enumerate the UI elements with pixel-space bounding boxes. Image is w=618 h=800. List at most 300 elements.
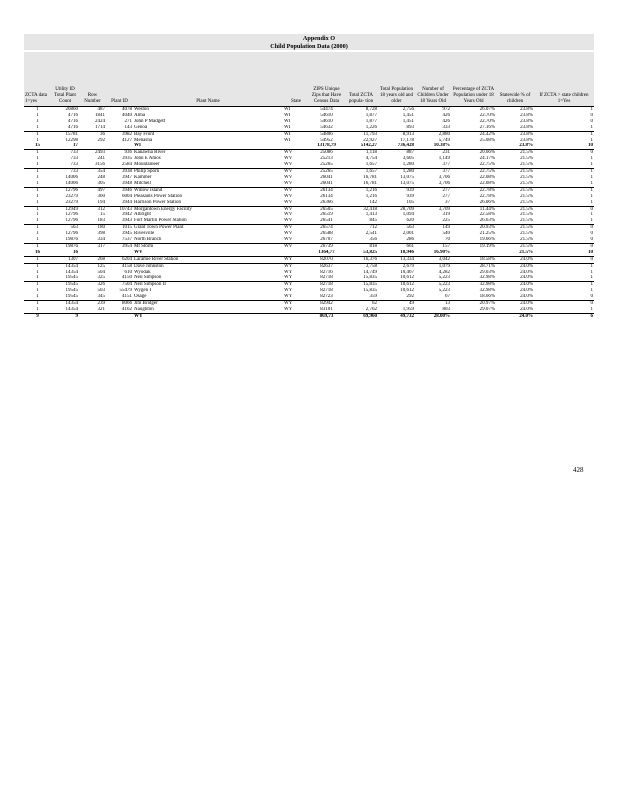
cell-utility-id: 563 [51, 225, 79, 231]
cell-flag: 0 [590, 118, 593, 124]
cell-percent: 28.71% [451, 263, 496, 269]
cell-state: WY [283, 256, 309, 263]
cell-zcta: 1 [36, 307, 39, 312]
cell-utility-id: 19545 [65, 294, 78, 300]
cell-zcta: 1 [36, 275, 39, 281]
cell-total-pop: 1,657 [365, 162, 377, 168]
cell-row-number: 3156 [95, 162, 105, 168]
cell-row-number: 325 [97, 275, 105, 281]
cell-children: 4,282 [438, 269, 450, 275]
cell-total-pop: 11,793 [344, 131, 378, 137]
cell-row-number: 248 [97, 174, 105, 180]
cell-statewide: 24.0% [520, 294, 533, 300]
cell-utility-id: 14354 [65, 269, 78, 275]
cell-total-pop: 845 [369, 218, 377, 224]
col-state: State [291, 99, 301, 105]
cell-zips: 26739 [309, 243, 344, 249]
cell-zips: 25086 [309, 150, 344, 156]
cell-zcta: 1 [36, 218, 39, 224]
cell-utility-id: 19876 [65, 237, 78, 243]
cell-flag: 0 [534, 243, 594, 249]
cell-plant-id: 3948 [122, 180, 132, 186]
cell-plant-id: 3935 [122, 156, 132, 162]
cell-row-number: 194 [97, 199, 105, 205]
cell-adult-pop: 10,612 [378, 282, 415, 288]
cell-total-pop: 1,877 [365, 118, 377, 124]
cell-zips: 54610 [320, 112, 333, 118]
cell-zips: 25213 [320, 156, 333, 162]
cell-zips: 25265 [309, 169, 344, 175]
cell-statewide: 24.0% [520, 307, 533, 312]
cell-plant-name: Alma [134, 112, 146, 118]
cell-plant-name: Menasha [134, 137, 153, 143]
table-row [24, 256, 594, 263]
cell-children: 333 [442, 124, 450, 130]
cell-zips: 26574 [309, 225, 344, 231]
cell-statewide: 23.8% [520, 137, 533, 143]
cell-adult-pop: 28,709 [378, 206, 415, 212]
cell-children: 377 [442, 162, 450, 168]
cell-zcta: 1 [36, 212, 39, 218]
cell-zips: 82718 [309, 282, 344, 288]
cell-zcta: 15 [35, 143, 40, 149]
cell-state: WI [284, 124, 291, 130]
cell-statewide: 24.0% [520, 288, 533, 294]
cell-statewide: 23.8% [496, 107, 534, 113]
cell-utility-id: 14006 [65, 174, 78, 180]
cell-total-pop: 22,927 [363, 137, 377, 143]
cell-zcta: 1 [36, 156, 39, 162]
cell-statewide: 21.5% [496, 206, 534, 212]
cell-flag: 1 [590, 124, 593, 130]
cell-zips: 13178,79 [317, 143, 336, 149]
cell-zips: 26541 [320, 218, 333, 224]
cell-state: WV [284, 212, 293, 218]
cell-statewide: 21.5% [520, 162, 533, 168]
cell-total-pop: 5142,27 [360, 143, 377, 149]
cell-plant-name: Genoa [134, 124, 148, 130]
cell-plant-id: 3938 [106, 169, 133, 175]
cell-percent: 22.70% [479, 118, 495, 124]
cell-statewide: 21.5% [496, 225, 534, 231]
cell-statewide: 21.5% [520, 231, 533, 237]
cell-plant-id: 6204 [106, 256, 133, 263]
cell-children: 2,880 [415, 131, 451, 137]
cell-plant-id [106, 313, 133, 319]
cell-zips: 82723 [320, 294, 333, 300]
cell-state: WY [283, 263, 309, 269]
cell-plant-id: 7504 [106, 282, 133, 288]
cell-row-number: 2493 [79, 150, 106, 156]
cell-total-pop: 62 [344, 301, 378, 307]
cell-children: 972 [415, 107, 451, 113]
cell-plant-name: North Branch [134, 237, 162, 243]
cell-statewide: 21.5% [496, 150, 534, 156]
cell-adult-pop: 8,913 [378, 131, 415, 137]
cell-plant-id: 4127 [122, 137, 132, 143]
cell-percent: 20.97% [451, 301, 496, 307]
cell-utility-id: 14354 [51, 263, 79, 269]
cell-plant-id: 55479 [119, 288, 132, 294]
cell-flag: 0 [534, 256, 594, 263]
cell-row-number: 317 [79, 243, 106, 249]
cell-total-pop: 1,118 [344, 150, 378, 156]
cell-zcta: 1 [36, 174, 39, 180]
cell-adult-pop: 620 [406, 218, 414, 224]
cell-zips: 25265 [320, 162, 333, 168]
cell-children: 10.38% [433, 143, 450, 149]
cell-children: 149 [415, 225, 451, 231]
cell-adult-pop: 887 [378, 150, 415, 156]
cell-zcta: 1 [36, 294, 39, 300]
cell-total-pop: 69,960 [344, 313, 378, 319]
cell-percent: 26.06% [479, 199, 495, 205]
cell-adult-pop: 661 [378, 243, 415, 249]
cell-zcta: 1 [24, 301, 51, 307]
cell-state: WY [284, 288, 293, 294]
cell-zcta: 1 [24, 243, 51, 249]
cell-flag: 0 [534, 225, 594, 231]
cell-state: WV [284, 218, 293, 224]
cell-state: WV [283, 187, 309, 193]
cell-flag: 1 [590, 212, 593, 218]
cell-plant-id: 3945 [122, 231, 132, 237]
cell-state: WI [283, 131, 309, 137]
cell-zcta: 1 [36, 118, 39, 124]
cell-statewide: 21.5% [520, 218, 533, 224]
cell-children: 5,223 [438, 275, 450, 281]
col-row-number: Row Number [84, 93, 101, 105]
cell-flag: 1 [590, 193, 593, 199]
cell-row-number: 321 [97, 307, 105, 312]
cell-flag: 0 [534, 301, 594, 307]
cell-total-pop: 712 [344, 225, 378, 231]
cell-statewide: 24.0% [520, 275, 533, 281]
cell-zcta: 1 [24, 150, 51, 156]
col-plant-name: Plant Name [196, 99, 220, 105]
cell-adult-pop: 893 [406, 124, 414, 130]
cell-utility-id: 733 [51, 150, 79, 156]
cell-children: 540 [442, 231, 450, 237]
cell-utility-id: 12298 [65, 137, 78, 143]
table-subtitle: Child Population Data (2000) [270, 43, 348, 50]
cell-plant-id: 271 [124, 118, 132, 124]
cell-adult-pop: 49,732 [378, 313, 415, 319]
cell-total-pop: 15,835 [344, 282, 378, 288]
cell-utility-id: 733 [51, 169, 79, 175]
cell-children: 377 [415, 169, 451, 175]
cell-row-number: 241 [97, 156, 105, 162]
cell-state: WV [284, 156, 293, 162]
cell-utility-id: 733 [70, 162, 78, 168]
cell-plant-id: 3946 [106, 187, 133, 193]
cell-zips: 26041 [320, 174, 333, 180]
cell-children: 426 [442, 112, 450, 118]
cell-zcta: 1 [24, 206, 51, 212]
cell-row-number: 36 [79, 131, 106, 137]
col-flag: If ZCTA > state children 1=Yes [539, 93, 589, 105]
cell-plant-id: 1015 [106, 225, 133, 231]
cell-zcta: 1 [36, 288, 39, 294]
cell-children: 319 [442, 212, 450, 218]
cell-children: 1,149 [438, 156, 450, 162]
cell-total-pop: 32,418 [344, 206, 378, 212]
cell-zips: 26041 [320, 180, 333, 186]
cell-utility-id: 12796 [65, 231, 78, 237]
cell-zips: 82070 [309, 256, 344, 263]
cell-plant-id: 3943 [122, 218, 132, 224]
cell-children: 5,223 [438, 288, 450, 294]
cell-percent: 22.08% [479, 180, 495, 186]
cell-flag: 0 [590, 237, 593, 243]
cell-state: WY [284, 294, 293, 300]
cell-zcta: 1 [36, 112, 39, 118]
cell-state [283, 313, 309, 319]
state-summary-row [24, 313, 594, 319]
col-utility-id: Utility ID Total Plant Count [54, 87, 76, 105]
cell-percent: 24.17% [479, 156, 495, 162]
cell-adult-pop: 10,612 [400, 288, 414, 294]
cell-total-pop: 2,541 [365, 231, 377, 237]
cell-plant-name: Mitchell [134, 180, 151, 186]
cell-flag: 1 [590, 162, 593, 168]
cell-flag: 1 [534, 263, 594, 269]
cell-utility-id: 12796 [65, 218, 78, 224]
cell-plant-name: Weston [133, 107, 283, 113]
cell-total-pop: 4,754 [365, 156, 377, 162]
cell-plant-id: 4151 [122, 294, 132, 300]
cell-flag: 10 [588, 143, 593, 149]
cell-state: WV [283, 243, 309, 249]
cell-utility-id: 12949 [51, 206, 79, 212]
cell-adult-pop: 292 [406, 294, 414, 300]
cell-statewide: 21.5% [496, 187, 534, 193]
cell-plant-name: WI [134, 143, 141, 149]
cell-plant-name: Kammer [134, 174, 152, 180]
cell-row-number: 180 [79, 225, 106, 231]
cell-children: 16.90% [433, 249, 450, 255]
cell-total-pop: 359 [369, 294, 377, 300]
cell-statewide: 21.5% [519, 249, 533, 255]
cell-utility-id: 12796 [65, 212, 78, 218]
cell-utility-id: 16 [73, 249, 78, 255]
cell-plant-name: Neil Simpson [134, 275, 162, 281]
cell-percent: 26.63% [479, 218, 495, 224]
cell-adult-pop: 1,094 [402, 212, 414, 218]
cell-adult-pop: 2,001 [402, 231, 414, 237]
cell-row-number: 292 [97, 137, 105, 143]
cell-plant-name: Philip Sporn [133, 169, 283, 175]
cell-children: 3,042 [415, 256, 451, 263]
cell-total-pop: 142 [369, 199, 377, 205]
cell-flag: 1 [534, 282, 594, 288]
cell-children: 277 [415, 187, 451, 193]
cell-state: WV [284, 199, 293, 205]
cell-percent: 22.75% [479, 162, 495, 168]
cell-state: WI [283, 107, 309, 113]
cell-zips: 82716 [320, 269, 333, 275]
cell-adult-pop: 2,756 [378, 107, 415, 113]
cell-state: WV [284, 193, 293, 199]
cell-row-number: 345 [97, 294, 105, 300]
cell-plant-name: Harrison Power Station [134, 199, 181, 205]
cell-state: WY [284, 269, 293, 275]
cell-statewide: 21.5% [520, 212, 533, 218]
col-percent-children: Percentage of ZCTA Population under 18 Years Old [452, 87, 495, 105]
cell-percent [451, 313, 496, 319]
cell-flag: 1 [590, 288, 593, 294]
cell-percent: 22.75% [451, 169, 496, 175]
cell-adult-pop: 13,075 [400, 180, 414, 186]
cell-flag: 0 [534, 150, 594, 156]
cell-state: WY [284, 307, 293, 312]
cell-statewide: 23.8% [519, 143, 533, 149]
cell-row-number: 268 [79, 256, 106, 263]
col-adult-pop: Total Population 18 years old and older [379, 87, 414, 105]
header-row [24, 52, 594, 107]
cell-children: 37 [445, 199, 450, 205]
cell-utility-id: 19876 [51, 243, 79, 249]
cell-adult-pop: 563 [378, 225, 415, 231]
cell-statewide: 21.5% [520, 156, 533, 162]
cell-statewide: 21.5% [520, 193, 533, 199]
cell-plant-name: Wyodak [134, 269, 151, 275]
cell-row-number: 2424 [95, 118, 105, 124]
cell-flag: 0 [590, 294, 593, 300]
cell-plant-id: 10743 [106, 206, 133, 212]
cell-percent: 32.98% [479, 288, 495, 294]
cell-zips: 82942 [309, 301, 344, 307]
cell-statewide: 23.8% [496, 131, 534, 137]
cell-zcta: 1 [36, 269, 39, 275]
cell-utility-id: 1307 [51, 256, 79, 263]
cell-utility-id: 19545 [65, 275, 78, 281]
cell-zcta: 1 [24, 263, 51, 269]
cell-plant-id: 7537 [122, 237, 132, 243]
cell-children: 13 [415, 301, 451, 307]
cell-statewide: 24.0% [496, 313, 534, 319]
cell-zcta: 1 [24, 187, 51, 193]
cell-plant-id: 143 [124, 124, 132, 130]
cell-percent: 29.07% [479, 307, 495, 312]
cell-percent: 25.08% [479, 137, 495, 143]
cell-adult-pop: 13,334 [378, 256, 415, 263]
cell-children: 426 [442, 118, 450, 124]
cell-children: 5,749 [438, 137, 450, 143]
cell-adult-pop: 49 [378, 301, 415, 307]
cell-children: 3,706 [438, 180, 450, 186]
cell-zcta: 1 [24, 131, 51, 137]
cell-flag: 1 [590, 180, 593, 186]
cell-children: 67 [445, 294, 450, 300]
cell-total-pop: 1,216 [344, 187, 378, 193]
cell-plant-name: Albright [134, 212, 151, 218]
cell-flag: 1 [534, 107, 594, 113]
cell-total-pop: 15,835 [363, 275, 377, 281]
cell-row-number: 239 [79, 301, 106, 307]
cell-percent: 29.03% [479, 269, 495, 275]
child-population-table [24, 52, 594, 320]
cell-state: WY [283, 282, 309, 288]
cell-children: 157 [415, 243, 451, 249]
cell-percent: 18.66% [479, 294, 495, 300]
cell-row-number: 334 [97, 237, 105, 243]
cell-plant-id: 4078 [106, 107, 133, 113]
cell-flag: 1 [534, 131, 594, 137]
cell-children: 1,079 [415, 263, 451, 269]
cell-plant-name: Mt Storm [133, 243, 283, 249]
cell-adult-pop: 286 [406, 237, 414, 243]
cell-row-number: 398 [97, 231, 105, 237]
cell-statewide: 24.0% [520, 269, 533, 275]
cell-plant-id: 4040 [122, 112, 132, 118]
cell-total-pop: 2,762 [365, 307, 377, 312]
cell-percent: 32.98% [451, 282, 496, 288]
cell-percent: 20.93% [451, 225, 496, 231]
cell-plant-name: Laramie River Station [133, 256, 283, 263]
cell-total-pop: 15,835 [363, 288, 377, 294]
cell-percent: 21.25% [479, 231, 495, 237]
cell-statewide: 21.5% [520, 180, 533, 186]
cell-percent: 22.08% [479, 174, 495, 180]
cell-zips: 26366 [320, 199, 333, 205]
cell-utility-id: 4716 [68, 112, 78, 118]
cell-flag: 1 [590, 275, 593, 281]
cell-statewide: 21.5% [520, 174, 533, 180]
cell-plant-name: Neil Simpson II [133, 282, 283, 288]
cell-state: WI [284, 112, 291, 118]
cell-flag: 1 [590, 218, 593, 224]
cell-total-pop: 53,825 [363, 249, 377, 255]
cell-percent: 22.58% [479, 212, 495, 218]
cell-state: WV [283, 169, 309, 175]
cell-adult-pop: 1,280 [402, 162, 414, 168]
cell-statewide: 24.0% [496, 256, 534, 263]
cell-plant-name: Pleasants Power Station [134, 193, 183, 199]
cell-utility-id: 19545 [51, 282, 79, 288]
cell-zips: 26134 [320, 193, 333, 199]
cell-utility-id: 12796 [51, 187, 79, 193]
cell-plant-id: 3944 [122, 199, 132, 205]
cell-percent: 19.19% [451, 243, 496, 249]
cell-zips: 83101 [320, 307, 333, 312]
cell-flag: 1 [590, 137, 593, 143]
cell-flag: 1 [590, 307, 593, 312]
cell-plant-id: 6004 [122, 193, 132, 199]
cell-total-pop: 3,758 [344, 263, 378, 269]
cell-total-pop: 356 [369, 237, 377, 243]
cell-total-pop: 14,749 [363, 269, 377, 275]
cell-plant-name: Osage [134, 294, 147, 300]
cell-flag: 1 [590, 199, 593, 205]
cell-zips: 26134 [309, 187, 344, 193]
cell-state: WV [284, 180, 293, 186]
cell-flag: 0 [534, 206, 594, 212]
cell-zcta: 1 [36, 199, 39, 205]
cell-total-pop: 1,216 [365, 193, 377, 199]
cell-row-number: 504 [97, 269, 105, 275]
col-statewide: Statewide % of children [499, 93, 531, 105]
cell-zcta: 1 [24, 282, 51, 288]
cell-row-number: 326 [79, 282, 106, 288]
cell-children: 803 [442, 307, 450, 312]
cell-plant-name: Fort Martin Power Station [134, 218, 187, 224]
cell-zcta: 1 [24, 169, 51, 175]
cell-plant-id: 8066 [106, 301, 133, 307]
cell-row-number: 183 [97, 218, 105, 224]
cell-plant-name: WY [133, 313, 283, 319]
cell-adult-pop: 105 [406, 199, 414, 205]
